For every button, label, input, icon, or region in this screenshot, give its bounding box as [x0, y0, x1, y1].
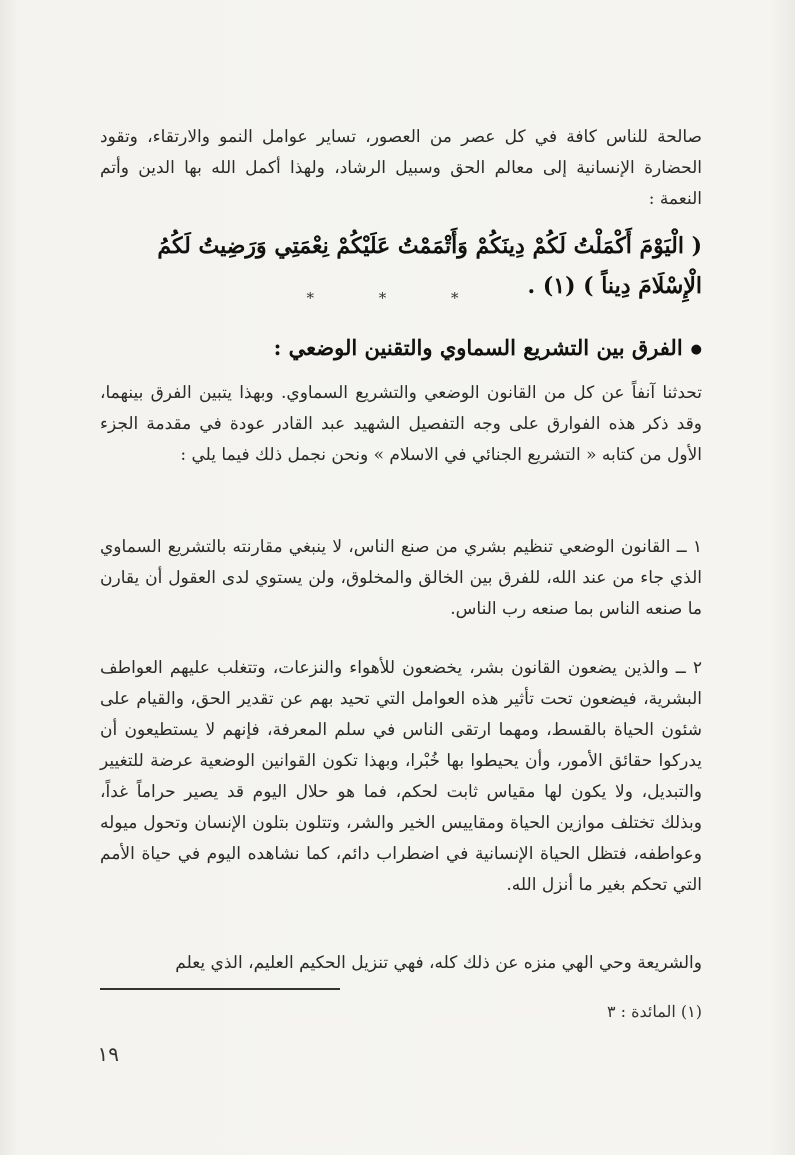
footnote-rule	[100, 988, 340, 990]
intro-paragraph	[100, 122, 702, 215]
section-heading-text: الفرق بين التشريع السماوي والتقنين الوضعي :	[273, 335, 683, 360]
section-divider-stars: * * *	[306, 289, 489, 307]
paragraph-3-text: ٢ ــ والذين يضعون القانون بشر، يخضعون للأهواء والنزعات، وتتغلب عليهم العواطف البشرية، فيضعون تحت تأثير هذه العوامل التي تحيد بهم عن تقدير الحق، والقيام على شئون الحياة بالقسط، ومهما ارتقى الناس في سلم المعرفة، فإنهم لا يستطيعون أن يدركوا حقائق الأمور، وأن يحيطوا بها خُبْرا، وبهذا تكون القوانين الوضعية عرضة للتغيير والتبديل، ولا يكون لها مقياس ثابت لحكم، فما هو حلال اليوم قد يصير حراماً غداً، وبذلك تختلف موازين الحياة ومقاييس الخير والشر، وتتلون بتلون الإنسان وتحول ميوله وعواطفه، فتظل الحياة الإنسانية في اضطراب دائم، كما نشاهده اليوم في حياة الأمم التي تحكم بغير ما أنزل الله.	[100, 658, 703, 895]
bullet-icon: ●	[690, 342, 702, 357]
paragraph-2-text: ١ ــ القانون الوضعي تنظيم بشري من صنع الناس، لا ينبغي مقارنته بالتشريع السماوي الذي جاء من عند الله، للفرق بين الخالق والمخلوق، ولن يستوي لدى العقول أن يقارن ما صنعه الناس بما صنعه رب الناس.	[100, 537, 702, 619]
paragraph-1-text: تحدثنا آنفاً عن كل من القانون الوضعي والتشريع السماوي. وبهذا يتبين الفرق بينهما، وقد ذكر هذه الفوارق على وجه التفصيل الشهيد عبد القادر عودة في مقدمة الجزء الأول من كتابه « التشريع الجنائي في الاسلام » ونحن نجمل ذلك فيما يلي :	[100, 383, 702, 465]
page-number: ١٩	[97, 1042, 119, 1066]
intro-text: صالحة للناس كافة في كل عصر من العصور، تساير عوامل النمو والارتقاء، وتقود الحضارة الإنسانية إلى معالم الحق وسبيل الرشاد، ولهذا أكمل الله بها الدين وأتم النعمة :	[100, 127, 702, 209]
quran-verse: ( الْيَوْمَ أَكْمَلْتُ لَكُمْ دِينَكُمْ وَأَتْمَمْتُ عَلَيْكُمْ نِعْمَتِي وَرَضِيتُ لَكُمُ الْإِسْلَامَ دِيناً ) (١) .	[157, 233, 702, 299]
section-heading	[100, 335, 702, 360]
paragraph-3	[100, 653, 702, 901]
footnote: (١) المائدة : ٣	[606, 1002, 702, 1021]
paragraph-1	[100, 378, 702, 471]
paragraph-2	[100, 532, 702, 625]
paragraph-4-text: والشريعة وحي الهي منزه عن ذلك كله، فهي تنزيل الحكيم العليم، الذي يعلم	[175, 953, 702, 973]
paragraph-4	[100, 948, 702, 979]
